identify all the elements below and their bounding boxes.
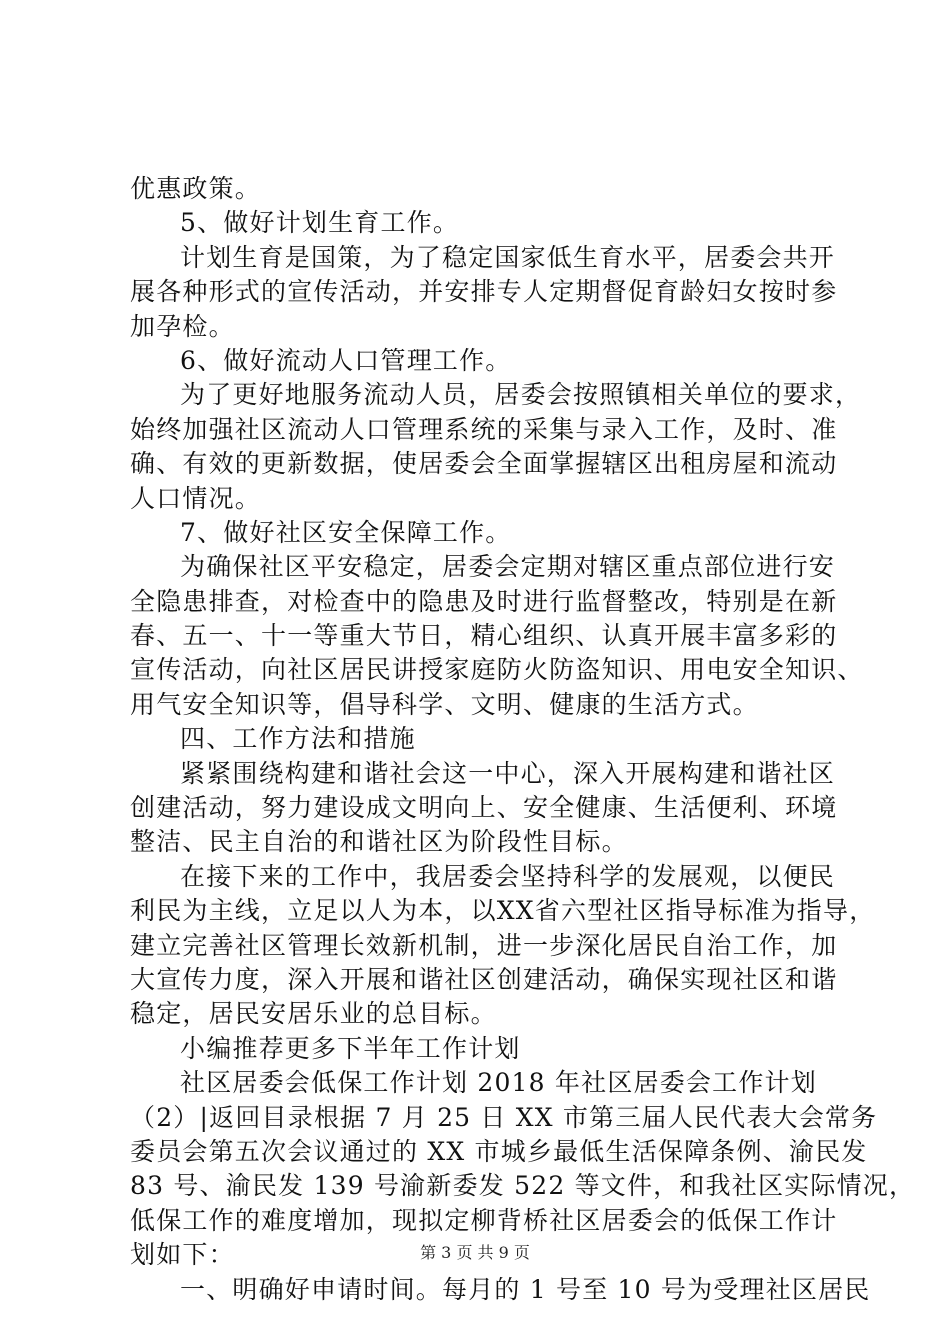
text-line: 用气安全知识等，倡导科学、文明、健康的生活方式。	[130, 689, 759, 719]
page-footer: 第 3 页 共 9 页	[420, 1243, 530, 1262]
text-line: 确、有效的更新数据，使居委会全面掌握辖区出租房屋和流动	[130, 449, 838, 479]
text-line: 在接下来的工作中，我居委会坚持科学的发展观，以便民	[180, 861, 836, 891]
text-line: 一、明确好申请时间。每月的 1 号至 10 号为受理社区居民	[180, 1274, 871, 1304]
text-line: 加孕检。	[130, 311, 235, 341]
text-line: 计划生育是国策，为了稳定国家低生育水平，居委会共开	[180, 242, 836, 272]
text-line: 展各种形式的宣传活动，并安排专人定期督促育龄妇女按时参	[130, 277, 838, 307]
text-line: 小编推荐更多下半年工作计划	[180, 1033, 521, 1063]
text-line: （2）|返回目录根据 7 月 25 日 XX 市第三届人民代表大会常务	[130, 1102, 878, 1132]
text-line: 6、做好流动人口管理工作。	[180, 345, 512, 375]
text-line: 整洁、民主自治的和谐社区为阶段性目标。	[130, 827, 628, 857]
text-line: 划如下：	[130, 1240, 235, 1270]
text-line: 四、工作方法和措施	[180, 724, 416, 754]
text-line: 全隐患排查，对检查中的隐患及时进行监督整改，特别是在新	[130, 586, 838, 616]
text-line: 建立完善社区管理长效新机制，进一步深化居民自治工作，加	[130, 930, 838, 960]
text-line: 83 号、渝民发 139 号渝新委发 522 等文件，和我社区实际情况，	[130, 1171, 916, 1201]
text-line: 春、五一、十一等重大节日，精心组织、认真开展丰富多彩的	[130, 621, 838, 651]
text-line: 始终加强社区流动人口管理系统的采集与录入工作，及时、准	[130, 414, 838, 444]
text-line: 稳定，居民安居乐业的总目标。	[130, 999, 497, 1029]
text-line: 大宣传力度，深入开展和谐社区创建活动，确保实现社区和谐	[130, 964, 838, 994]
text-line: 5、做好计划生育工作。	[180, 208, 460, 238]
text-line: 为确保社区平安稳定，居委会定期对辖区重点部位进行安	[180, 552, 836, 582]
text-line: 优惠政策。	[130, 174, 262, 203]
text-line: 创建活动，努力建设成文明向上、安全健康、生活便利、环境	[130, 793, 838, 823]
text-line: 紧紧围绕构建和谐社会这一中心，深入开展构建和谐社区	[180, 758, 836, 788]
document-body	[130, 172, 916, 1307]
text-line: 利民为主线，立足以人为本，以XX省六型社区指导标准为指导，	[130, 896, 876, 926]
text-line: 委员会第五次会议通过的 XX 市城乡最低生活保障条例、渝民发	[130, 1136, 868, 1166]
text-line: 社区居委会低保工作计划 2018 年社区居委会工作计划	[180, 1068, 817, 1098]
text-line: 低保工作的难度增加，现拟定柳背桥社区居委会的低保工作计	[130, 1205, 838, 1235]
text-line: 人口情况。	[130, 483, 262, 513]
text-line: 宣传活动，向社区居民讲授家庭防火防盗知识、用电安全知识、	[130, 655, 864, 685]
text-line: 为了更好地服务流动人员，居委会按照镇相关单位的要求，	[180, 380, 862, 410]
text-line: 7、做好社区安全保障工作。	[180, 517, 512, 547]
